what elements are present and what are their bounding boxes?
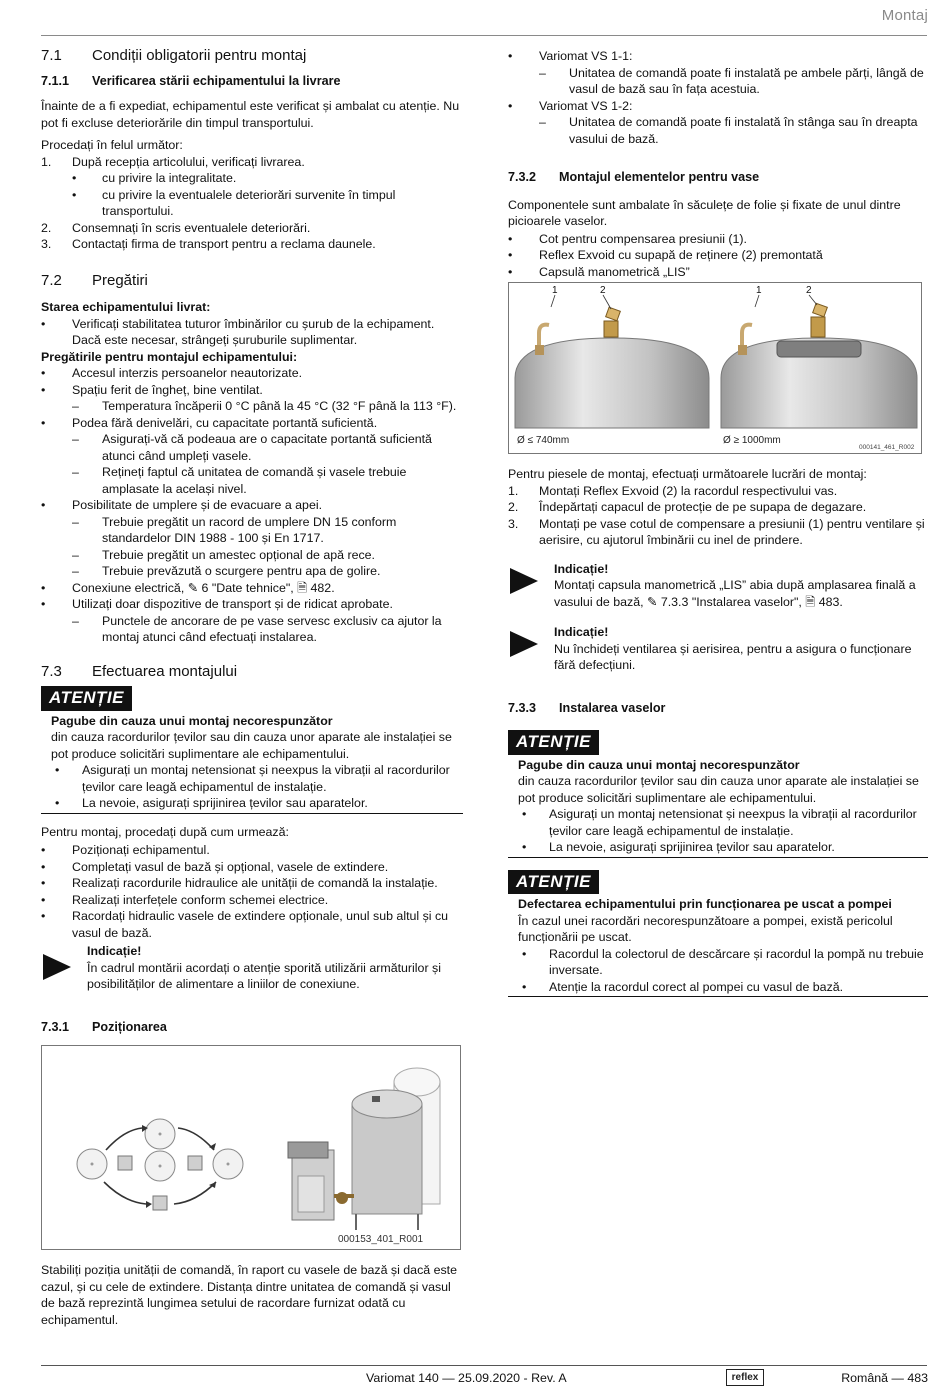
left-column <box>41 48 463 1332</box>
list-marker: • <box>522 979 527 994</box>
list-marker: • <box>41 843 46 857</box>
list-item <box>51 762 463 795</box>
heading-7-3-2: 7.3.2 Montajul elementelor pentru vase <box>508 170 760 184</box>
list-item <box>41 236 463 253</box>
note-text: În cadrul montării acordați o atenție sporită utilizării armăturilor și posibilităților de alimentare a liniilor de conexiune. <box>87 960 441 991</box>
note-fittings <box>41 943 463 993</box>
list-item-text: Racordați hidraulic vasele de extindere opționale, unul sub altul și cu vasul de bază. <box>72 909 449 940</box>
list-item-text: Verificați stabilitatea tuturor îmbinărilor cu șurub de la echipament. Dacă este necesar, strângeți șuruburile suplimentar. <box>72 316 435 347</box>
note-text: Nu închideți ventilarea și aerisirea, pentru a asigura o funcționare fără defecțiuni. <box>554 641 912 672</box>
list-marker: 2. <box>508 500 519 514</box>
list-item <box>41 514 463 547</box>
list-item-text: Variomat VS 1-2: <box>539 98 633 113</box>
list-item-text: Atenție la racordul corect al pompei cu vasul de bază. <box>549 979 844 994</box>
subheading-preparations: Pregătirile pentru montajul echipamentului: <box>41 349 298 364</box>
label-2: 2 <box>600 285 606 296</box>
delivery-check-steps <box>41 154 463 253</box>
list-item <box>41 842 463 859</box>
warning-list <box>518 806 928 856</box>
list-marker: • <box>522 946 527 961</box>
list-item-text: La nevoie, asigurați sprijinirea țevilor sau aparatelor. <box>82 796 368 810</box>
warning-badge: ATENȚIE <box>41 686 132 711</box>
list-marker: • <box>55 796 60 810</box>
list-item-text: Îndepărtați capacul de protecție de pe supapa de degazare. <box>539 500 867 514</box>
list-item <box>41 415 463 432</box>
warning-list <box>51 762 463 812</box>
list-item-text: Poziționați echipamentul. <box>72 843 210 857</box>
list-marker: • <box>41 382 46 397</box>
list-marker: • <box>41 859 46 874</box>
vessel-elements-illustration <box>509 283 921 453</box>
list-item-text: Realizați racordurile hidraulice ale unității de comandă la instalație. <box>72 876 438 890</box>
list-marker: – <box>72 564 79 578</box>
list-marker: – <box>72 613 79 628</box>
footer-page-number: Română — 483 <box>841 1371 928 1385</box>
list-marker: • <box>508 98 513 113</box>
list-marker: • <box>508 231 513 246</box>
arrow-right-icon <box>508 624 554 674</box>
list-item-text: Punctele de ancorare de pe vase servesc exclusiv ca ajutor la montaj atunci când efectuați instalarea. <box>102 613 442 644</box>
paragraph-mounting-parts: Pentru piesele de montaj, efectuați următoarele lucrări de montaj: <box>508 467 867 481</box>
positioning-figure <box>41 1045 461 1250</box>
list-item <box>41 596 463 613</box>
list-item <box>41 220 463 237</box>
warning-text: din cauza racordurilor țevilor sau din cauza unor aparate ale instalației se pot produce solicitări suplimentare ale echipamentului. <box>51 730 452 761</box>
list-item <box>41 908 463 941</box>
warning-badge: ATENȚIE <box>508 870 599 895</box>
list-marker: – <box>539 65 546 80</box>
warning-box-improper-install <box>508 757 928 858</box>
paragraph-montaj-intro: Pentru montaj, procedați după cum urmează: <box>41 824 289 839</box>
list-item <box>41 875 463 892</box>
heading-7-2: 7.2 Pregătiri <box>41 271 148 289</box>
list-item-text: Trebuie prevăzută o scurgere pentru apa de golire. <box>102 564 381 578</box>
list-item <box>41 613 463 646</box>
warning-badge: ATENȚIE <box>508 730 599 755</box>
preparations-list <box>41 365 463 646</box>
warning-box-improper-install <box>41 713 463 814</box>
list-marker: 3. <box>508 516 519 531</box>
list-item-text: Completați vasul de bază și opțional, vasele de extindere. <box>72 859 389 874</box>
paragraph-procedure: Procedați în felul următor: <box>41 138 183 152</box>
list-item-text: Trebuie pregătit un amestec opțional de apă rece. <box>102 547 375 562</box>
figure-code: 000153_401_R001 <box>338 1234 424 1245</box>
warning-title: Defectarea echipamentului prin funcționarea pe uscat a pompei <box>518 897 892 911</box>
list-marker: • <box>508 49 513 63</box>
subheading-delivered-state: Starea echipamentului livrat: <box>41 300 211 314</box>
note-ventilation <box>508 624 928 674</box>
list-item-text: Capsulă manometrică „LIS” <box>539 264 690 279</box>
list-item-text: Asigurați un montaj netensionat și neexpus la vibrații al racordurilor țevilor care leagă echipamentul de instalație. <box>82 763 450 794</box>
list-item <box>508 48 928 65</box>
list-marker: • <box>41 366 46 380</box>
list-item-text: Variomat VS 1-1: <box>539 49 633 63</box>
list-marker: 1. <box>508 483 519 498</box>
heading-7-1: 7.1 Condiții obligatorii pentru montaj <box>41 47 307 64</box>
list-item <box>518 946 928 979</box>
list-item-text: Consemnați în scris eventualele deteriorări. <box>72 220 311 235</box>
header-divider <box>41 35 927 36</box>
warning-list <box>518 946 928 996</box>
components-list <box>508 231 928 281</box>
list-item <box>41 431 463 464</box>
list-marker: • <box>41 892 46 907</box>
arrow-right-icon <box>41 943 87 993</box>
list-item <box>41 398 463 415</box>
list-item-text: Contactați firma de transport pentru a reclama daunele. <box>72 237 376 251</box>
list-marker: – <box>72 432 79 446</box>
list-item-text: Asigurați un montaj netensionat și neexpus la vibrații al racordurilor țevilor care leagă echipamentul de instalație. <box>549 807 917 838</box>
warning-title: Pagube din cauza unui montaj necorespunzător <box>51 713 333 728</box>
list-item <box>51 795 463 812</box>
list-marker: • <box>41 876 46 890</box>
warning-text: din cauza racordurilor țevilor sau din cauza unor aparate ale instalației se pot produce solicitări suplimentare ale echipamentului. <box>518 774 919 805</box>
list-item <box>41 316 463 349</box>
list-marker: 1. <box>41 154 52 169</box>
list-item <box>508 264 928 281</box>
note-lis-capsule <box>508 561 928 611</box>
list-item <box>518 839 928 856</box>
list-marker: • <box>508 264 513 279</box>
montaj-steps-list <box>41 842 463 941</box>
list-item <box>41 187 463 220</box>
warning-title: Pagube din cauza unui montaj necorespunzător <box>518 757 800 772</box>
list-item <box>41 365 463 382</box>
heading-7-1-1: 7.1.1 Verificarea stării echipamentului la livrare <box>41 73 341 88</box>
footer-divider <box>41 1365 927 1366</box>
paragraph-components: Componentele sunt ambalate în săculețe de folie și fixate de unul dintre picioarele vaselor. <box>508 197 901 228</box>
list-item-text: Utilizați doar dispozitive de transport și de ridicat aprobate. <box>72 597 393 611</box>
list-item <box>518 806 928 839</box>
heading-7-3-3: 7.3.3 Instalarea vaselor <box>508 700 666 715</box>
list-marker: • <box>55 763 60 777</box>
list-item-text: cu privire la integralitate. <box>102 171 237 185</box>
list-item-text: Trebuie pregătit un racord de umplere DN 15 conform standardelor DIN 1988 - 100 și En 1717. <box>102 514 397 545</box>
list-marker: • <box>41 316 46 331</box>
list-item-text: Podea fără denivelări, cu capacitate portantă suficientă. <box>72 415 378 430</box>
warning-text: În cazul unei racordări necorespunzătoare a pompei, există pericolul funcționării pe uscat. <box>518 913 893 944</box>
warning-box-dry-run <box>508 896 928 997</box>
list-item <box>508 247 928 264</box>
list-item-text: Reflex Exvoid cu supapă de reținere (2) premontată <box>539 248 823 262</box>
list-item <box>41 859 463 876</box>
variomat-options-list <box>508 48 928 147</box>
list-marker: – <box>72 399 79 413</box>
list-item <box>508 516 928 549</box>
header-section-title: Montaj <box>881 7 928 24</box>
list-item-text: Unitatea de comandă poate fi instalată pe ambele părți, lângă de vasul de bază sau în fața acestuia. <box>569 65 924 96</box>
label-2-right: 2 <box>806 285 812 296</box>
list-item <box>508 98 928 115</box>
list-item <box>41 892 463 909</box>
figure-code: 000141_461_R002 <box>859 444 915 451</box>
list-item <box>508 499 928 516</box>
footer-document-info: Variomat 140 — 25.09.2020 - Rev. A <box>366 1371 567 1385</box>
list-marker: • <box>72 171 77 185</box>
label-1-right: 1 <box>756 285 762 296</box>
list-marker: – <box>72 547 79 562</box>
list-item-text: Rețineți faptul că unitatea de comandă și vasele trebuie amplasate la același nivel. <box>102 465 407 496</box>
list-item <box>41 464 463 497</box>
list-marker: • <box>508 248 513 262</box>
heading-7-3-1: 7.3.1 Poziționarea <box>41 1019 167 1034</box>
list-item <box>41 382 463 399</box>
list-marker: • <box>522 840 527 854</box>
list-item-text: Spațiu ferit de îngheț, bine ventilat. <box>72 382 263 397</box>
label-1: 1 <box>552 285 558 296</box>
list-marker: – <box>72 514 79 529</box>
list-item <box>508 114 928 147</box>
list-item <box>41 154 463 171</box>
reflex-logo: reflex <box>726 1369 764 1386</box>
list-item <box>41 497 463 514</box>
list-marker: – <box>72 465 79 479</box>
note-title: Indicație! <box>87 944 142 958</box>
diameter-small-label: Ø ≤ 740mm <box>517 435 570 446</box>
delivered-state-list <box>41 316 463 349</box>
list-item-text: Realizați interfețele conform schemei electrice. <box>72 892 329 907</box>
paragraph-positioning: Stabiliți poziția unității de comandă, în raport cu vasele de bază și dacă este cazul, și cu cele de extindere. Distanța dintre unitatea de comandă și vasul de bază reprezintă lungimea setului de racordare furnizat odată cu echipamentul. <box>41 1263 458 1327</box>
list-item-text: La nevoie, asigurați sprijinirea țevilor sau aparatelor. <box>549 840 835 854</box>
list-marker: • <box>41 498 46 512</box>
note-text: Montați capsula manometrică „LIS” abia după amplasarea finală a vasului de bază, ✎ 7.3.3 "Instalarea vaselor", 🗎 483. <box>554 578 916 609</box>
diameter-large-label: Ø ≥ 1000mm <box>723 435 781 446</box>
mounting-steps-list <box>508 483 928 549</box>
list-item <box>508 483 928 500</box>
right-column <box>508 48 928 1011</box>
list-item-text: cu privire la eventualele deteriorări survenite în timpul transportului. <box>102 187 396 218</box>
list-item <box>41 547 463 564</box>
heading-7-3: 7.3 Efectuarea montajului <box>41 662 238 680</box>
list-item <box>41 563 463 580</box>
list-item <box>508 65 928 98</box>
list-item <box>41 170 463 187</box>
note-title: Indicație! <box>554 625 609 639</box>
list-item-text: Asigurați-vă că podeaua are o capacitate portantă suficientă atunci când umpleți vasele. <box>102 432 432 463</box>
list-marker: • <box>522 807 527 821</box>
list-item <box>508 231 928 248</box>
list-item-text: Posibilitate de umplere și de evacuare a apei. <box>72 498 323 512</box>
list-marker: • <box>41 580 46 595</box>
list-marker: – <box>539 115 546 129</box>
list-item-text: Montați Reflex Exvoid (2) la racordul respectivului vas. <box>539 483 838 498</box>
list-marker: • <box>41 415 46 430</box>
list-item-text: Montați pe vase cotul de compensare a presiunii (1) pentru ventilare și aerisire, cu ajutorul îmbinării cu inel de prindere. <box>539 516 925 547</box>
vessel-elements-figure <box>508 282 922 454</box>
list-item-text: După recepția articolului, verificați livrarea. <box>72 154 305 169</box>
positioning-illustration <box>42 1046 460 1249</box>
list-marker: • <box>41 909 46 923</box>
list-marker: • <box>72 187 77 202</box>
list-item-text: Cot pentru compensarea presiunii (1). <box>539 231 747 246</box>
list-item-text: Conexiune electrică, ✎ 6 "Date tehnice", 🗎 482. <box>72 580 335 595</box>
paragraph-shipping: Înainte de a fi expediat, echipamentul este verificat și ambalat cu atenție. Nu pot fi excluse deteriorările din timpul transportului. <box>41 99 460 130</box>
list-item-text: Temperatura încăperii 0 °C până la 45 °C (32 °F până la 113 °F). <box>102 399 457 413</box>
list-item <box>41 580 463 597</box>
arrow-right-icon <box>508 561 554 611</box>
list-marker: • <box>41 597 46 611</box>
list-item <box>518 979 928 996</box>
list-marker: 3. <box>41 237 52 251</box>
list-marker: 2. <box>41 220 52 235</box>
list-item-text: Accesul interzis persoanelor neautorizate. <box>72 366 303 380</box>
list-item-text: Unitatea de comandă poate fi instalată în stânga sau în dreapta vasului de bază. <box>569 115 918 146</box>
list-item-text: Racordul la colectorul de descărcare și racordul la pompă nu trebuie inversate. <box>549 946 924 977</box>
note-title: Indicație! <box>554 561 609 576</box>
